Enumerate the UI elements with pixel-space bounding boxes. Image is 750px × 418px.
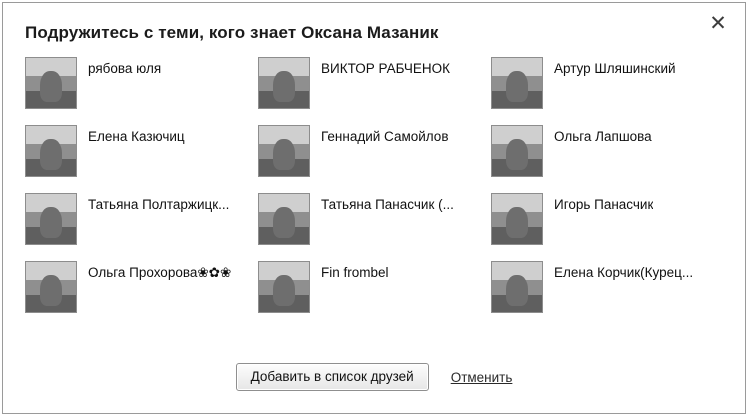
list-item-label: Игорь Панасчик <box>554 197 654 212</box>
list-item[interactable] <box>25 193 258 261</box>
list-item-label: ВИКТОР РАБЧЕНОК <box>321 61 450 76</box>
list-item-label: Fin frombel <box>321 265 389 280</box>
avatar <box>258 125 310 177</box>
avatar <box>258 261 310 313</box>
list-item-label: рябова юля <box>88 61 162 76</box>
avatar <box>258 57 310 109</box>
list-item-label: Татьяна Полтаржицк... <box>88 197 230 212</box>
list-item-label: Татьяна Панасчик (... <box>321 197 454 212</box>
avatar <box>25 261 77 313</box>
avatar <box>491 261 543 313</box>
list-item[interactable] <box>258 57 491 125</box>
list-item[interactable] <box>491 261 724 329</box>
page-title: Подружитесь с теми, кого знает Оксана Мазаник <box>25 23 439 42</box>
list-item[interactable] <box>491 193 724 261</box>
avatar <box>491 125 543 177</box>
list-item[interactable] <box>491 57 724 125</box>
list-item-label: Ольга Лапшова <box>554 129 652 144</box>
people-grid <box>25 57 725 329</box>
friend-suggestion-dialog <box>2 2 746 414</box>
list-item-label: Геннадий Самойлов <box>321 129 449 144</box>
avatar <box>25 57 77 109</box>
list-item[interactable] <box>25 125 258 193</box>
list-item[interactable] <box>491 125 724 193</box>
list-item[interactable] <box>25 261 258 329</box>
avatar <box>25 125 77 177</box>
list-item[interactable] <box>25 57 258 125</box>
list-item-label: Елена Казючиц <box>88 129 185 144</box>
add-to-friends-button[interactable]: Добавить в список друзей <box>236 363 429 391</box>
list-item[interactable] <box>258 261 491 329</box>
list-item-label: Артур Шляшинский <box>554 61 676 76</box>
list-item[interactable] <box>258 193 491 261</box>
list-item-label: Елена Корчик(Курец... <box>554 265 694 280</box>
list-item-label: Ольга Прохорова❀✿❀ <box>88 265 232 280</box>
list-item[interactable] <box>258 125 491 193</box>
avatar <box>258 193 310 245</box>
close-icon[interactable]: ✕ <box>709 12 727 35</box>
avatar <box>491 193 543 245</box>
dialog-header <box>3 3 745 49</box>
cancel-link[interactable]: Отменить <box>450 369 513 385</box>
avatar <box>491 57 543 109</box>
avatar <box>25 193 77 245</box>
dialog-footer <box>3 363 745 391</box>
